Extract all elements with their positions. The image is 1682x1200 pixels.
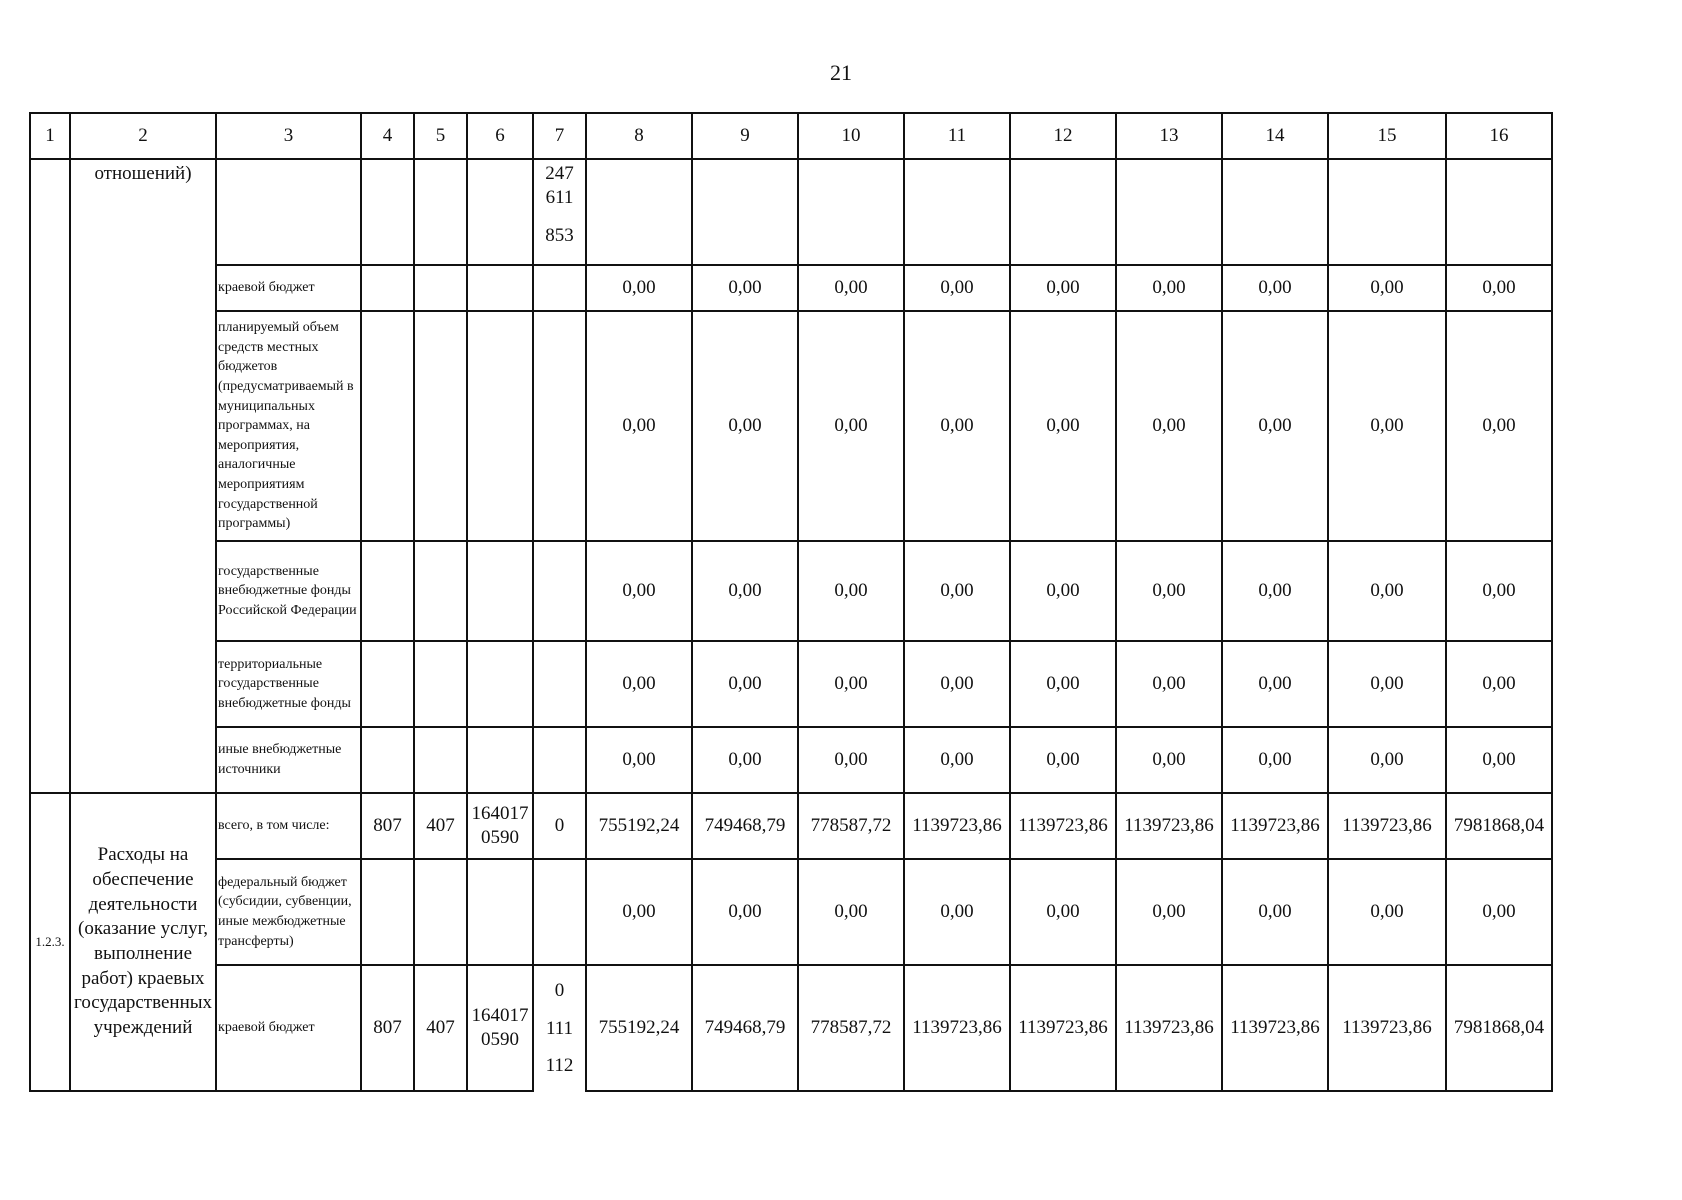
- value-cell: 0,00: [1446, 311, 1552, 541]
- code-cell: 807: [361, 965, 414, 1091]
- value-cell: 0,00: [586, 859, 692, 965]
- value-cell: [1116, 159, 1222, 265]
- source-cell: планируемый объем средств местных бюджетов (предусматриваемый в муниципальных программах, на мероприятия, аналогичные мероприятиям государственной программы): [216, 311, 361, 541]
- budget-table: [29, 112, 1553, 1092]
- code7-cell: 0: [533, 793, 586, 859]
- header-cell: 6: [467, 113, 533, 159]
- code-cell: [361, 265, 414, 311]
- value-cell: 0,00: [1328, 541, 1446, 641]
- value-cell: 0,00: [1446, 541, 1552, 641]
- code-cell: [414, 265, 467, 311]
- value-cell: 0,00: [904, 727, 1010, 793]
- value-cell: 1139723,86: [1222, 793, 1328, 859]
- value-cell: 7981868,04: [1446, 965, 1552, 1091]
- value-cell: 0,00: [692, 641, 798, 727]
- value-cell: 1139723,86: [1010, 793, 1116, 859]
- code7-value: 111: [545, 1017, 574, 1039]
- header-cell: 9: [692, 113, 798, 159]
- code-cell: [467, 265, 533, 311]
- value-cell: 0,00: [692, 311, 798, 541]
- source-cell: [216, 159, 361, 265]
- code-cell: [414, 727, 467, 793]
- value-cell: 0,00: [904, 859, 1010, 965]
- code-cell: [467, 541, 533, 641]
- source-cell: всего, в том числе:: [216, 793, 361, 859]
- code7-value: 853: [545, 224, 574, 246]
- value-cell: 0,00: [798, 641, 904, 727]
- value-cell: 0,00: [1222, 541, 1328, 641]
- value-cell: 0,00: [586, 727, 692, 793]
- code-cell: [467, 159, 533, 265]
- value-cell: 0,00: [1116, 727, 1222, 793]
- table-row: [30, 641, 1552, 727]
- header-row: [30, 113, 1552, 159]
- value-cell: 0,00: [586, 641, 692, 727]
- value-cell: 1139723,86: [1116, 965, 1222, 1091]
- value-cell: 0,00: [586, 311, 692, 541]
- table-row: [30, 541, 1552, 641]
- value-cell: 0,00: [1328, 641, 1446, 727]
- header-cell: 2: [70, 113, 216, 159]
- code-cell: 1640170590: [467, 965, 533, 1091]
- code-cell: [414, 311, 467, 541]
- table-row: [30, 859, 1552, 965]
- header-cell: 7: [533, 113, 586, 159]
- value-cell: 0,00: [692, 859, 798, 965]
- code7-cell: [533, 265, 586, 311]
- value-cell: 0,00: [1222, 859, 1328, 965]
- value-cell: 0,00: [1116, 541, 1222, 641]
- code-cell: [361, 541, 414, 641]
- code7-value: 611: [545, 186, 574, 208]
- value-cell: 0,00: [1446, 641, 1552, 727]
- code-cell: [361, 311, 414, 541]
- item-number-cell: 1.2.3.: [30, 793, 70, 1091]
- value-cell: 0,00: [692, 727, 798, 793]
- value-cell: [692, 159, 798, 265]
- value-cell: 0,00: [1328, 727, 1446, 793]
- source-cell: краевой бюджет: [216, 265, 361, 311]
- value-cell: 0,00: [1010, 311, 1116, 541]
- code-cell: [467, 859, 533, 965]
- table-row: [30, 727, 1552, 793]
- value-cell: 0,00: [798, 727, 904, 793]
- value-cell: 0,00: [1010, 265, 1116, 311]
- code7-cell: [533, 311, 586, 541]
- source-cell: федеральный бюджет (субсидии, субвенции, иные межбюджетные трансферты): [216, 859, 361, 965]
- value-cell: 7981868,04: [1446, 793, 1552, 859]
- code7-cell: [533, 965, 586, 1091]
- source-cell: территориальные государственные внебюджетные фонды: [216, 641, 361, 727]
- value-cell: 0,00: [798, 541, 904, 641]
- header-cell: 1: [30, 113, 70, 159]
- value-cell: 0,00: [1328, 265, 1446, 311]
- value-cell: 0,00: [1116, 311, 1222, 541]
- value-cell: 755192,24: [586, 965, 692, 1091]
- value-cell: 0,00: [904, 541, 1010, 641]
- value-cell: 0,00: [1116, 859, 1222, 965]
- page-number: 21: [830, 60, 852, 85]
- value-cell: [798, 159, 904, 265]
- value-cell: 0,00: [798, 265, 904, 311]
- table-row: [30, 311, 1552, 541]
- header-cell: 16: [1446, 113, 1552, 159]
- value-cell: 0,00: [586, 265, 692, 311]
- value-cell: 0,00: [904, 265, 1010, 311]
- value-cell: 0,00: [904, 641, 1010, 727]
- header-cell: 14: [1222, 113, 1328, 159]
- code-cell: 1640170590: [467, 793, 533, 859]
- value-cell: 0,00: [586, 541, 692, 641]
- item-name-cell: Расходы на обеспечение деятельности (оказание услуг, выполнение работ) краевых государственных учреждений: [70, 793, 216, 1091]
- value-cell: 0,00: [1010, 859, 1116, 965]
- value-cell: 0,00: [1446, 859, 1552, 965]
- header-cell: 11: [904, 113, 1010, 159]
- value-cell: 1139723,86: [1116, 793, 1222, 859]
- code7-cell: [533, 727, 586, 793]
- value-cell: 0,00: [1222, 727, 1328, 793]
- code-cell: [414, 159, 467, 265]
- header-cell: 4: [361, 113, 414, 159]
- table-row: [30, 965, 1552, 1091]
- value-cell: 0,00: [1446, 265, 1552, 311]
- value-cell: [1328, 159, 1446, 265]
- value-cell: 0,00: [1222, 265, 1328, 311]
- code7-value: 112: [545, 1055, 574, 1077]
- value-cell: 778587,72: [798, 965, 904, 1091]
- code-cell: [361, 159, 414, 265]
- value-cell: [904, 159, 1010, 265]
- value-cell: 1139723,86: [1222, 965, 1328, 1091]
- code7-value: 0: [554, 979, 565, 1001]
- value-cell: 0,00: [1010, 541, 1116, 641]
- value-cell: 0,00: [798, 859, 904, 965]
- source-cell: краевой бюджет: [216, 965, 361, 1091]
- source-cell: иные внебюджетные источники: [216, 727, 361, 793]
- value-cell: 0,00: [692, 265, 798, 311]
- code7-cell: [533, 641, 586, 727]
- value-cell: 0,00: [1010, 641, 1116, 727]
- value-cell: 0,00: [904, 311, 1010, 541]
- source-cell: государственные внебюджетные фонды Российской Федерации: [216, 541, 361, 641]
- value-cell: [586, 159, 692, 265]
- code-cell: [467, 727, 533, 793]
- value-cell: 0,00: [1446, 727, 1552, 793]
- header-cell: 13: [1116, 113, 1222, 159]
- value-cell: 0,00: [1222, 311, 1328, 541]
- code-cell: [361, 727, 414, 793]
- table-row: [30, 265, 1552, 311]
- value-cell: 0,00: [1328, 859, 1446, 965]
- code7-cell: [533, 859, 586, 965]
- code-cell: [414, 541, 467, 641]
- header-cell: 10: [798, 113, 904, 159]
- header-cell: 12: [1010, 113, 1116, 159]
- code7-cell: [533, 541, 586, 641]
- value-cell: 0,00: [1116, 641, 1222, 727]
- header-cell: 8: [586, 113, 692, 159]
- value-cell: 0,00: [798, 311, 904, 541]
- code-cell: 407: [414, 793, 467, 859]
- value-cell: [1010, 159, 1116, 265]
- value-cell: 0,00: [1328, 311, 1446, 541]
- code-cell: [467, 311, 533, 541]
- code7-cell: [533, 159, 586, 265]
- code-cell: [361, 641, 414, 727]
- value-cell: 1139723,86: [1328, 793, 1446, 859]
- value-cell: 1139723,86: [1328, 965, 1446, 1091]
- value-cell: [1222, 159, 1328, 265]
- value-cell: [1446, 159, 1552, 265]
- value-cell: 755192,24: [586, 793, 692, 859]
- table-row: [30, 159, 1552, 265]
- code-cell: 407: [414, 965, 467, 1091]
- header-cell: 3: [216, 113, 361, 159]
- value-cell: 1139723,86: [904, 965, 1010, 1091]
- value-cell: 0,00: [1010, 727, 1116, 793]
- value-cell: 0,00: [1116, 265, 1222, 311]
- value-cell: 1139723,86: [1010, 965, 1116, 1091]
- value-cell: 0,00: [1222, 641, 1328, 727]
- item-name-cell: отношений): [70, 159, 216, 793]
- code7-value: 247: [545, 163, 574, 184]
- code-cell: [414, 641, 467, 727]
- value-cell: 749468,79: [692, 793, 798, 859]
- value-cell: 0,00: [692, 541, 798, 641]
- code-cell: [467, 641, 533, 727]
- item-number-cell: [30, 159, 70, 793]
- value-cell: 1139723,86: [904, 793, 1010, 859]
- header-cell: 15: [1328, 113, 1446, 159]
- table-row: [30, 793, 1552, 859]
- code-cell: 807: [361, 793, 414, 859]
- code-cell: [414, 859, 467, 965]
- header-cell: 5: [414, 113, 467, 159]
- value-cell: 749468,79: [692, 965, 798, 1091]
- code-cell: [361, 859, 414, 965]
- value-cell: 778587,72: [798, 793, 904, 859]
